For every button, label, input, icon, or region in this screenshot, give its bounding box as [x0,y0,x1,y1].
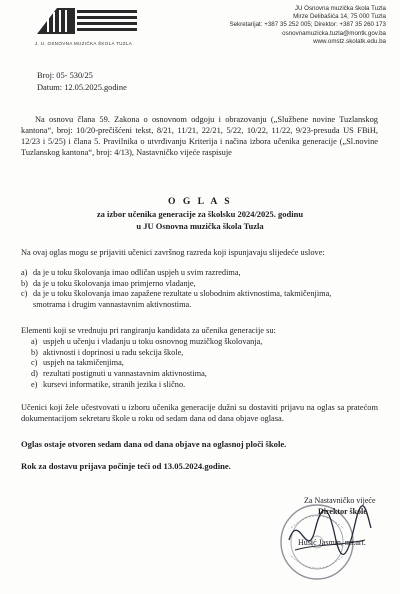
signature-name: Husić Jasmin, mr.art. [298,538,366,547]
school-logo [35,4,139,38]
contact-line: www.omstz.skolatk.edu.ba [313,37,386,45]
contact-line: JU Osnovna muzička škola Tuzla [294,5,386,12]
list-item [31,348,370,359]
list-item [31,380,370,391]
notice-school: u JU Osnovna muzička škola Tuzla [136,221,264,231]
contact-line: Sekretarijat: +387 35 252 005; Direktor: +387 35 260 173 [229,21,386,29]
document-date: Datum: 12.05.2025.godine [37,82,127,92]
list-item [31,358,370,369]
list-text: rezultati postignuti u vannastavnim aktivnostima, [43,369,207,379]
list-continuation: smotrama i drugim vannastavnim aktivnostima. [33,299,192,309]
contact-line: osnovnamuzicka.tuzla@montk.gov.ba [282,29,386,37]
list-text: da je u toku školovanja imao odličan uspjeh u svim razredima, [33,268,241,277]
application-paragraph: Učenici koji žele učestvovati u izboru učenika generacije dužni su dostaviti prijavu na oglas sa pratećom dokumentacijom sekretaru škole u roku od sedam dana od dana objave oglasa. [21,403,378,423]
deadline-note: Rok za dostavu prijava počinje teći od 13.05.2024.godine. [21,461,231,471]
list-text: da je u toku školovanja imao primjerno vladanje, [33,278,196,288]
elements-list [31,337,370,391]
list-item [21,289,378,300]
elements-intro: Elementi koji se vrednuju pri rangiranju kandidata za učenika generacije su: [21,326,276,335]
notice-subtitle: za izbor učenika generacije za školsku 2024/2025. godinu [96,209,304,219]
list-label: b) [31,347,38,357]
list-label: c) [31,358,38,368]
intro-paragraph: Na osnovu člana 59. Zakona o osnovnom odgoju i obrazovanju („Službene novine Tuzlanskog kantona“, broj: 10/20-prečišćeni tekst, 8/21, 11/21, 22/21, 5/22, 10/22, 11/22, 9/23-presuda US FBiH, 12/23 i 5/25) i člana 5. Pravilnika o utvrđivanju Kriterija i načina izbora učenika generacije („Sl.novine Tuzlanskog kantona“, broj: 4/13), Nastavničko vijeće raspisuje [21,115,378,157]
conditions-list [21,268,378,310]
contact-line: Mirze Delibašića 14, 75 000 Tuzla [293,13,386,21]
list-text: kursevi informatike, stranih jezika i slično. [43,379,186,389]
list-text: uspjeh u učenju i vladanju u toku osnovnog muzičkog školovanja, [43,337,263,346]
list-text: uspjeh na takmičenjima, [43,358,124,368]
list-item [21,279,378,290]
document-number: Broj: 05- 530/25 [37,71,93,80]
conditions-intro: Na ovaj oglas mogu se prijaviti učenici završnog razreda koji ispunjavaju slijedeće uslove: [21,248,325,257]
list-item [31,369,370,380]
contact-block [206,5,386,46]
document-meta [37,70,127,93]
list-item [31,337,370,348]
signature-council: Za Nastavničko vijeće [304,496,376,505]
list-label: a) [21,268,28,277]
list-label: c) [21,289,28,299]
list-text: da je u toku školovanja imao zapažene rezultate u slobodnim aktivnostima, takmičenjima, [33,289,332,299]
list-label: e) [31,379,38,389]
open-note: Oglas ostaje otvoren sedam dana od dana objave na oglasnoj ploči škole. [21,439,287,449]
school-name-strip: J. U. OSNOVNA MUZIČKA ŠKOLA TUZLA [35,41,133,46]
list-label: a) [31,337,38,346]
list-item [21,268,378,279]
signature-role: Direktor škole [318,507,367,516]
list-label: d) [31,369,38,379]
notice-heading: O G L A S [167,196,233,207]
list-text: aktivnosti i doprinosi u radu sekcija škole, [43,347,184,357]
list-label: b) [21,278,28,288]
